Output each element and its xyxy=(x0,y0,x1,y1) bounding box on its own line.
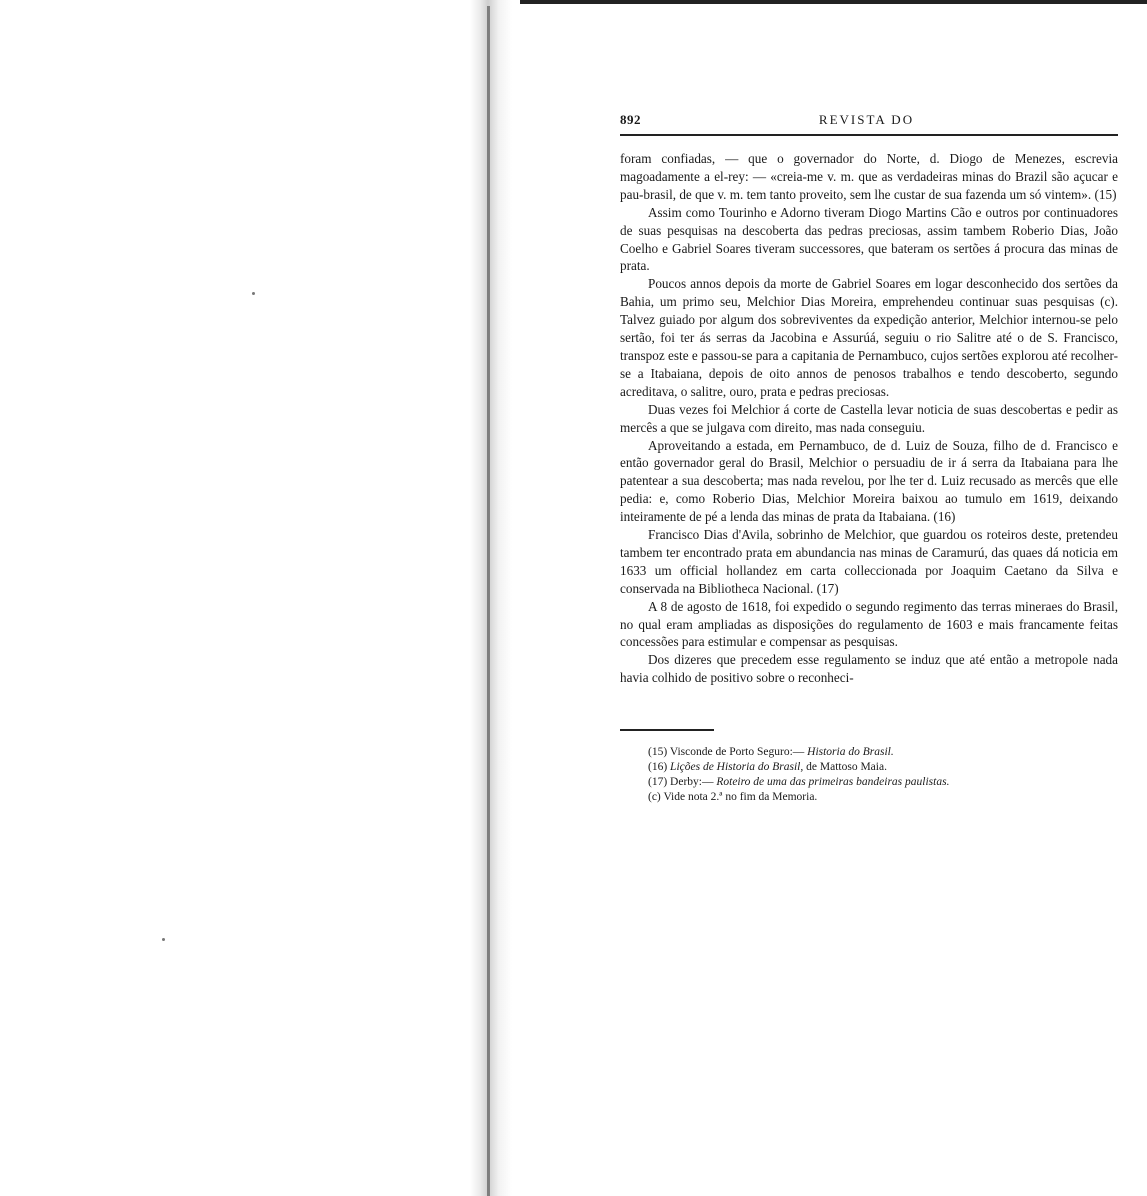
page-body xyxy=(620,150,1118,687)
paragraph: foram confiadas, — que o governador do Norte, d. Diogo de Menezes, escrevia magoadamente a el-rey: — «creia-me v. m. que as verdadeiras minas do Brazil são açucar e pau-brasil, de que v. m. tem tanto proveito, sem lhe custar de sua fazenda um só vintem». (15) xyxy=(620,151,1118,202)
footnote-rule xyxy=(620,729,714,731)
page-top-edge xyxy=(520,0,1147,4)
gutter-shadow xyxy=(487,6,490,1196)
footnotes xyxy=(620,745,1118,805)
page-number: 892 xyxy=(620,112,641,127)
header-rule xyxy=(620,134,1118,136)
paragraph: Francisco Dias d'Avila, sobrinho de Melchior, que guardou os roteiros deste, pretendeu tambem ter encontrado prata em abundancia nas minas de Caramurú, das quaes dá noticia em 1633 um official hollandez em carta colleccionada por Joaquim Caetano da Silva e conservada na Bibliotheca Nacional. (17) xyxy=(620,527,1118,596)
scan-speck xyxy=(162,938,165,941)
paragraph: Poucos annos depois da morte de Gabriel Soares em logar desconhecido dos sertões da Bahia, um primo seu, Melchior Dias Moreira, emprehendeu continuar suas pesquisas (c). Talvez guiado por algum dos sobreviventes da expedição anterior, Melchior internou-se pelo sertão, foi ter ás serras da Jacobina e Assurúá, seguiu o rio Salitre até o de S. Francisco, transpoz este e passou-se para a capitania de Pernambuco, cujos sertões explorou até recolher-se a Itabaiana, depois de oito annos de penosos trabalhos e tendo descoberto, segundo acreditava, o salitre, ouro, prata e pedras preciosas. xyxy=(620,276,1118,399)
paragraph: A 8 de agosto de 1618, foi expedido o segundo regimento das terras mineraes do Brasil, no qual eram ampliadas as disposições do regulamento de 1603 e mais francamente feitas concessões para estimular e compensar as pesquisas. xyxy=(620,598,1118,650)
footnote: (17) Derby:— Roteiro de uma das primeiras bandeiras paulistas. xyxy=(648,776,950,789)
paragraph: Duas vezes foi Melchior á corte de Castella levar noticia de suas descobertas e pedir as mercês a que se julgava com direito, mas nada conseguiu. xyxy=(620,401,1118,435)
paragraph: Assim como Tourinho e Adorno tiveram Diogo Martins Cão e outros por continuadores de suas pesquisas na descoberta das pedras preciosas, assim tambem Roberio Dias, João Coelho e Gabriel Soares tiveram successores, que bateram os sertões á procura das minas de prata. xyxy=(620,204,1118,274)
running-title: REVISTA DO xyxy=(818,112,915,127)
book-gutter xyxy=(470,0,530,1196)
footnote: (c) Vide nota 2.ª no fim da Memoria. xyxy=(648,791,818,804)
scan-speck xyxy=(252,292,255,295)
footnote: (16) Lições de Historia do Brasil, de Mattoso Maia. xyxy=(648,761,887,774)
running-header xyxy=(620,110,1118,128)
paragraph: Dos dizeres que precedem esse regulamento se induz que até então a metropole nada havia colhido de positivo sobre o reconheci- xyxy=(620,652,1118,686)
paragraph: Aproveitando a estada, em Pernambuco, de d. Luiz de Souza, filho de d. Francisco e então governador geral do Brasil, Melchior o persuadiu de ir á serra da Itabaiana para lhe patentear a sua descoberta; mas nada revelou, por lhe ter d. Luiz recusado as mercês que elle pedia: e, como Roberio Dias, Melchior Moreira baixou ao tumulo em 1619, deixando inteiramente de pé a lenda das minas de prata da Itabaiana. (16) xyxy=(620,437,1118,525)
book-page xyxy=(620,110,1118,805)
footnote: (15) Visconde de Porto Seguro:— Historia do Brasil. xyxy=(648,746,894,759)
